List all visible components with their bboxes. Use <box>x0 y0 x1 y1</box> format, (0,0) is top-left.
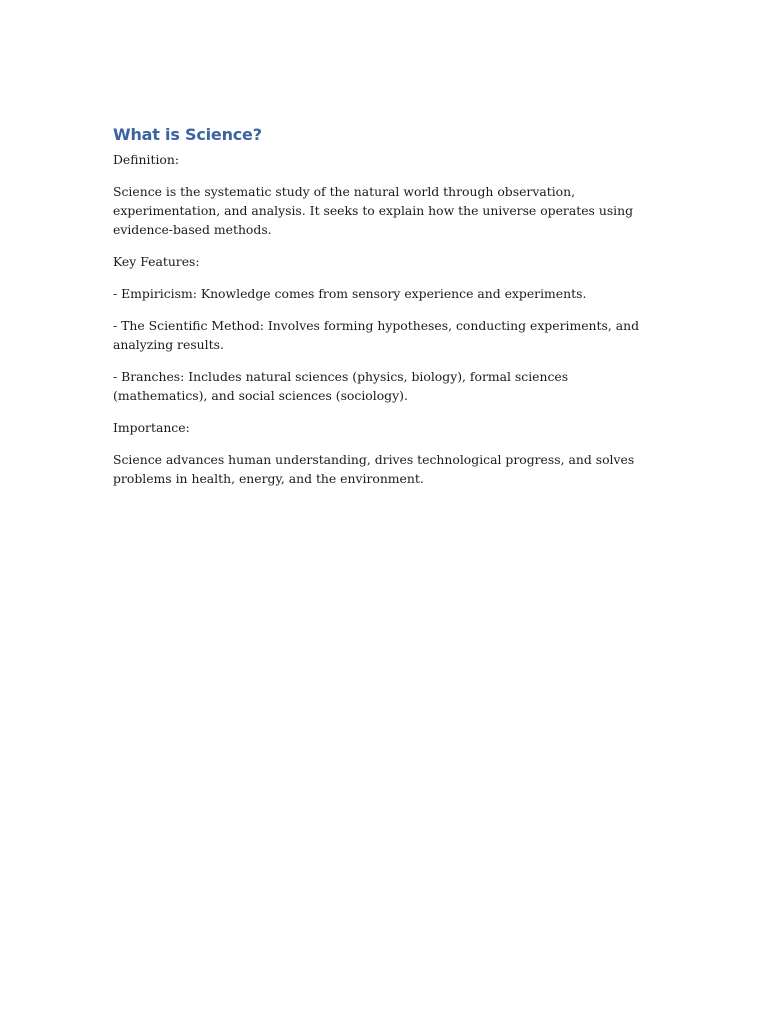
key-features-heading: Key Features: <box>113 254 200 269</box>
definition-text: Science is the systematic study of the natural world through observation, experimentation, and analysis. It seeks to explain how the universe operates using evidence-based methods. <box>113 184 634 237</box>
definition-heading: Definition: <box>113 152 180 167</box>
feature-empiricism: - Empiricism: Knowledge comes from sensory experience and experiments. <box>113 286 587 301</box>
document-title: What is Science? <box>113 125 262 144</box>
importance-text: Science advances human understanding, drives technological progress, and solves problems in health, energy, and the environment. <box>113 452 635 486</box>
importance-heading: Importance: <box>113 420 190 435</box>
feature-scientific-method: - The Scientific Method: Involves forming hypotheses, conducting experiments, and analyzing results. <box>113 318 640 352</box>
document-body <box>113 124 661 501</box>
feature-branches: - Branches: Includes natural sciences (physics, biology), formal sciences (mathematics), and social sciences (sociology). <box>113 369 569 403</box>
